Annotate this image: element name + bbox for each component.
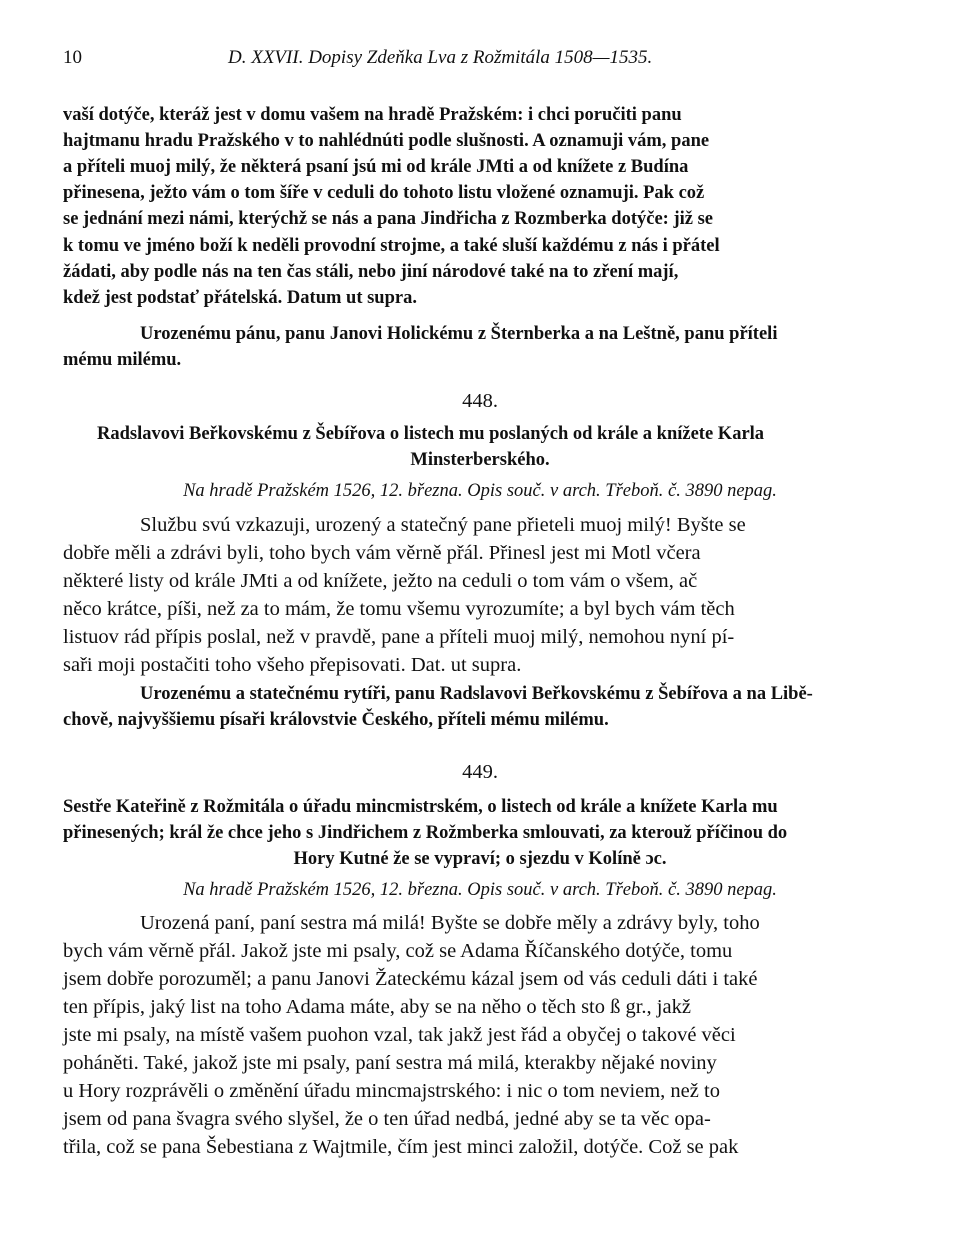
summary-line: Hory Kutné že se vypraví; o sjezdu v Kolíně ɔc. [293,849,667,869]
text-line: kdež jest podstať přátelská. Datum ut supra. [63,288,417,308]
text-line: poháněti. Také, jakož jste mi psaly, paní sestra má milá, kterakby nějaké noviny [63,1052,717,1074]
summary-line: přinesených; král že chce jeho s Jindřichem z Rožmberka smlouvati, za kterouž příčinou do [63,823,788,843]
text-line: jsem dobře porozuměl; a panu Janovi Žateckému kázal jsem od vás ceduli dáti i také [63,968,758,990]
text-line: u Hory rozprávěli o změnění úřadu mincmajstrského: i nic o tom neviem, než to [63,1080,720,1102]
text-line: jste mi psaly, na místě vašem puohon vzal, tak jakž jest řád a obyčej o takové věci [63,1024,736,1046]
source-note-448: Na hradě Pražském 1526, 12. března. Opis souč. v arch. Třeboň. č. 3890 nepag. [183,481,777,501]
letter-number-449: 449. [462,761,498,783]
summary-line: Sestře Kateřině z Rožmitála o úřadu mincmistrském, o listech od krále a knížete Karla mu [63,797,778,817]
text-line: vaší dotýče, kteráž jest v domu vašem na hradě Pražském: i chci poručiti panu [63,105,682,125]
text-line: jsem od pana švagra svého slyšel, že o ten úřad nedbá, jedné aby se ta věc opa- [63,1108,711,1130]
text-line: Urozená paní, paní sestra má milá! Byšte se dobře měly a zdrávy byly, toho [140,912,760,934]
text-line: třila, což se pana Šebestiana z Wajtmile, čím jest minci založil, dotýče. Což se pak [63,1136,739,1158]
address-line: Urozenému pánu, panu Janovi Holickému z Šternberka a na Leštně, panu příteli [140,324,778,344]
summary-line: Minsterberského. [410,450,550,470]
text-line: listuov rád přípis poslal, než v pravdě, pane a příteli muoj milý, nemohou nyní pí- [63,626,735,648]
running-title: D. XXVII. Dopisy Zdeňka Lva z Rožmitála 1508—1535. [228,47,653,68]
text-line: hajtmanu hradu Pražského v to nahlédnúti podle slušnosti. A oznamuji vám, pane [63,131,710,151]
text-line: přinesena, ježto vám o tom šíře v ceduli do tohoto listu vložené oznamuji. Pak což [63,183,705,203]
summary-line: Radslavovi Beřkovskému z Šebířova o listech mu poslaných od krále a knížete Karla [97,424,765,444]
address-line: Urozenému a statečnému rytíři, panu Radslavovi Beřkovskému z Šebířova a na Libě- [140,684,813,704]
text-line: některé listy od krále JMti a od knížete, ježto na ceduli o tom vám o všem, ač [63,570,698,592]
page-number: 10 [63,47,82,68]
text-line: žádati, aby podle nás na ten čas stáli, nebo jiní národové také na to zření mají, [63,262,679,282]
address-line: mému milému. [63,350,182,370]
text-line: něco krátce, píši, než za to mám, že tomu všemu vyrozumíte; a byl bych vám těch [63,598,735,620]
source-note-449: Na hradě Pražském 1526, 12. března. Opis souč. v arch. Třeboň. č. 3890 nepag. [183,880,777,900]
text-line: k tomu ve jméno boží k neděli provodní strojme, a také sluší každému z nás i přátel [63,236,720,256]
text-line: saři moji postačiti toho všeho přepisovati. Dat. ut supra. [63,654,522,676]
address-line: chově, najvyššiemu písaři královstvie Českého, příteli mému milému. [63,710,609,730]
text-line: ten přípis, jaký list na toho Adama máte, aby se na něho o těch sto ß gr., jakž [63,996,691,1018]
text-line: se jednání mezi námi, kterýchž se nás a pana Jindřicha z Rozmberka dotýče: již se [63,209,714,229]
letter-number-448: 448. [462,390,498,412]
text-line: a příteli muoj milý, že některá psaní jsú mi od krále JMti a od knížete z Budína [63,157,689,177]
text-line: bych vám věrně přál. Jakož jste mi psaly, což se Adama Říčanského dotýče, tomu [63,940,733,962]
text-line: Službu svú vzkazuji, urozený a statečný pane přieteli muoj milý! Byšte se [140,514,746,536]
text-line: dobře měli a zdrávi byli, toho bych vám věrně přál. Přinesl jest mi Motl včera [63,542,701,564]
